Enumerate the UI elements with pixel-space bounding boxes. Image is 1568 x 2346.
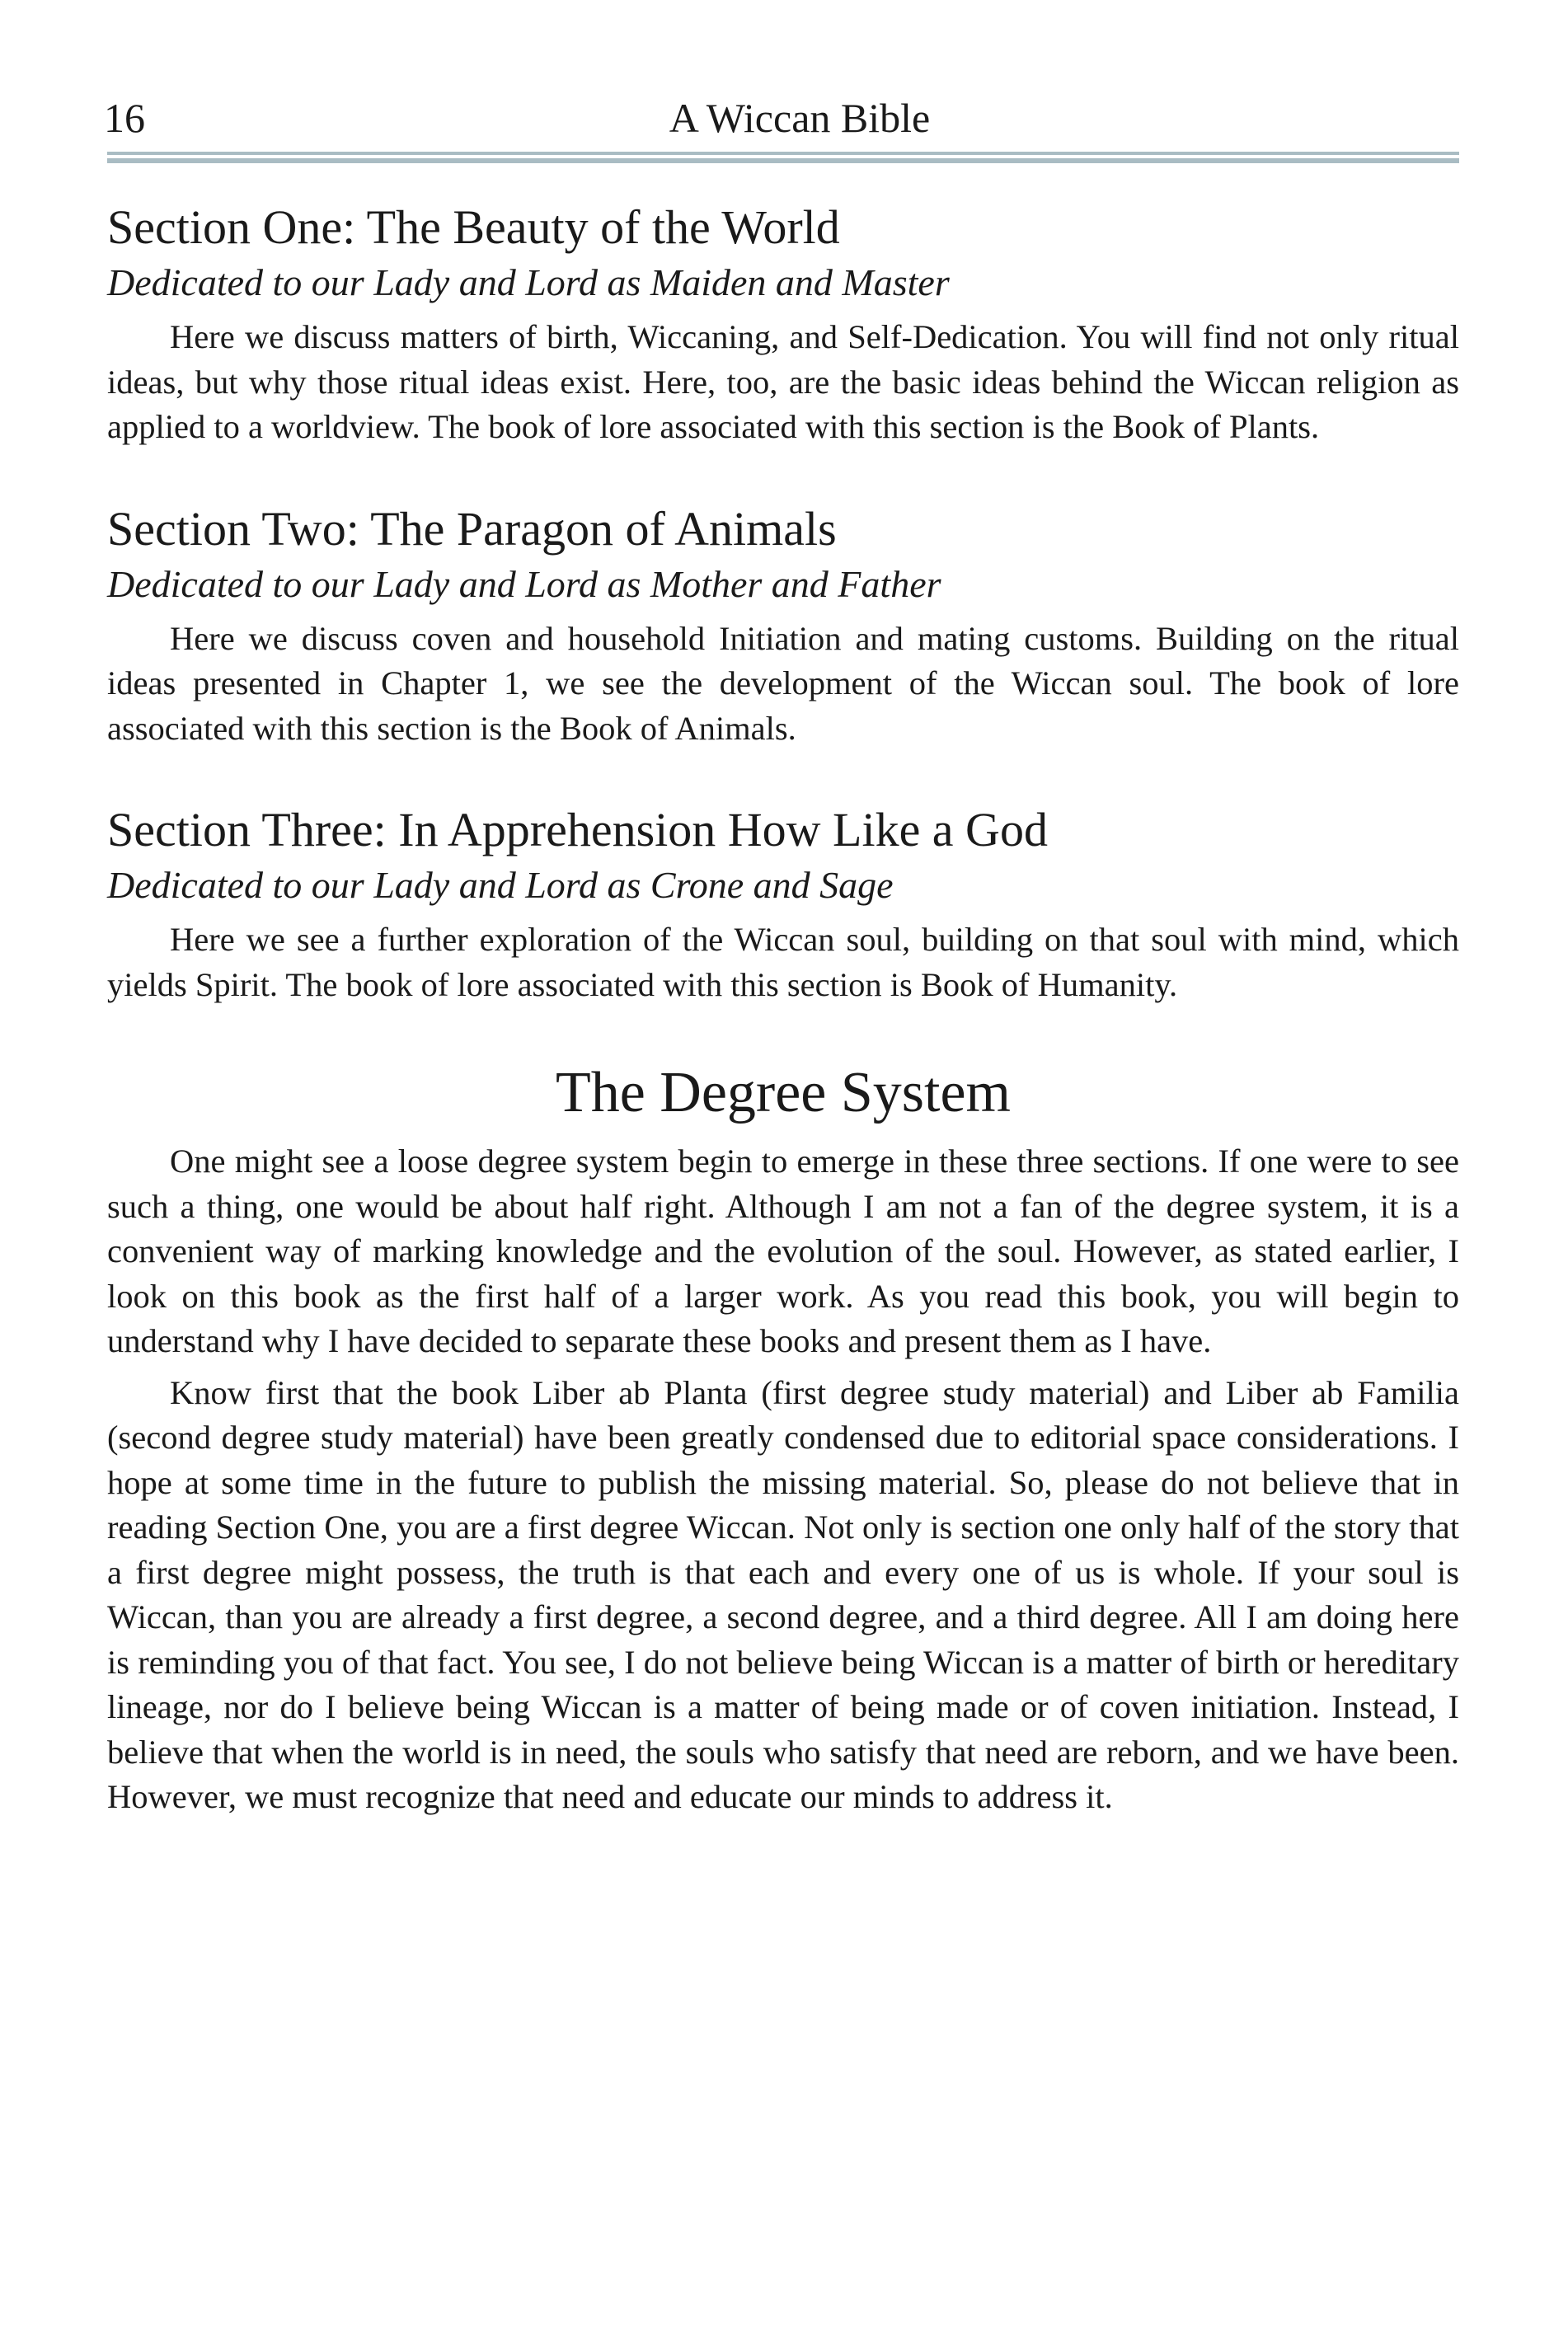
- degree-paragraph-2: Know first that the book Liber ab Planta (first degree study material) and Liber ab Familia (second degree study material) have been greatly condensed due to editorial space considerations. I hope at some time in the future to publish the missing material. So, please do not believe that in reading Section One, you are a first degree Wiccan. Not only is section one only half of the story that a first degree might possess, the truth is that each and every one of us is whole. If your soul is Wiccan, than you are already a first degree, a second degree, and a third degree. All I am doing here is reminding you of that fact. You see, I do not believe being Wiccan is a matter of birth or hereditary lineage, nor do I believe being Wiccan is a matter of being made or of coven initiation. Instead, I believe that when the world is in need, the souls who satisfy that need are reborn, and we have been. However, we must recognize that need and educate our minds to address it.: [107, 1373, 1459, 1815]
- section-dedication: Dedicated to our Lady and Lord as Maiden and Master: [107, 261, 950, 303]
- running-head: [104, 89, 1459, 147]
- section-dedication: Dedicated to our Lady and Lord as Crone and Sage: [107, 864, 894, 906]
- header-rule-thick: [107, 158, 1459, 163]
- section-title: Section One: The Beauty of the World: [107, 200, 840, 254]
- section-body: Here we see a further exploration of the Wiccan soul, building on that soul with mind, which yields Spirit. The book of lore associated with this section is Book of Humanity.: [107, 921, 1459, 1003]
- section-three: [107, 800, 1459, 1007]
- section-body: Here we discuss coven and household Initiation and mating customs. Building on the ritual ideas presented in Chapter 1, we see the development of the Wiccan soul. The book of lore associated with this section is the Book of Animals.: [107, 619, 1459, 747]
- page-number: 16: [104, 95, 145, 141]
- header-rule: [107, 152, 1459, 163]
- section-one: [107, 198, 1459, 450]
- section-dedication: Dedicated to our Lady and Lord as Mother and Father: [107, 562, 941, 605]
- degree-system-heading: The Degree System: [555, 1061, 1012, 1124]
- section-title: Section Two: The Paragon of Animals: [107, 501, 837, 556]
- section-title: Section Three: In Apprehension How Like a God: [107, 803, 1048, 856]
- header-rule-thin: [107, 152, 1459, 155]
- degree-paragraph-1: One might see a loose degree system begin to emerge in these three sections. If one were to see such a thing, one would be about half right. Although I am not a fan of the degree system, it is a convenient way of marking knowledge and the evolution of the soul. However, as stated earlier, I look on this book as the first half of a larger work. As you read this book, you will begin to understand why I have decided to separate these books and present them as I have.: [107, 1143, 1459, 1359]
- section-two: [107, 500, 1459, 752]
- book-title: A Wiccan Bible: [669, 95, 931, 141]
- section-body: Here we discuss matters of birth, Wiccaning, and Self-Dedication. You will find not only ritual ideas, but why those ritual ideas exist. Here, too, are the basic ideas behind the Wiccan religion as applied to a worldview. The book of lore associated with this section is the Book of Plants.: [107, 318, 1459, 445]
- page-content: [107, 198, 1459, 1820]
